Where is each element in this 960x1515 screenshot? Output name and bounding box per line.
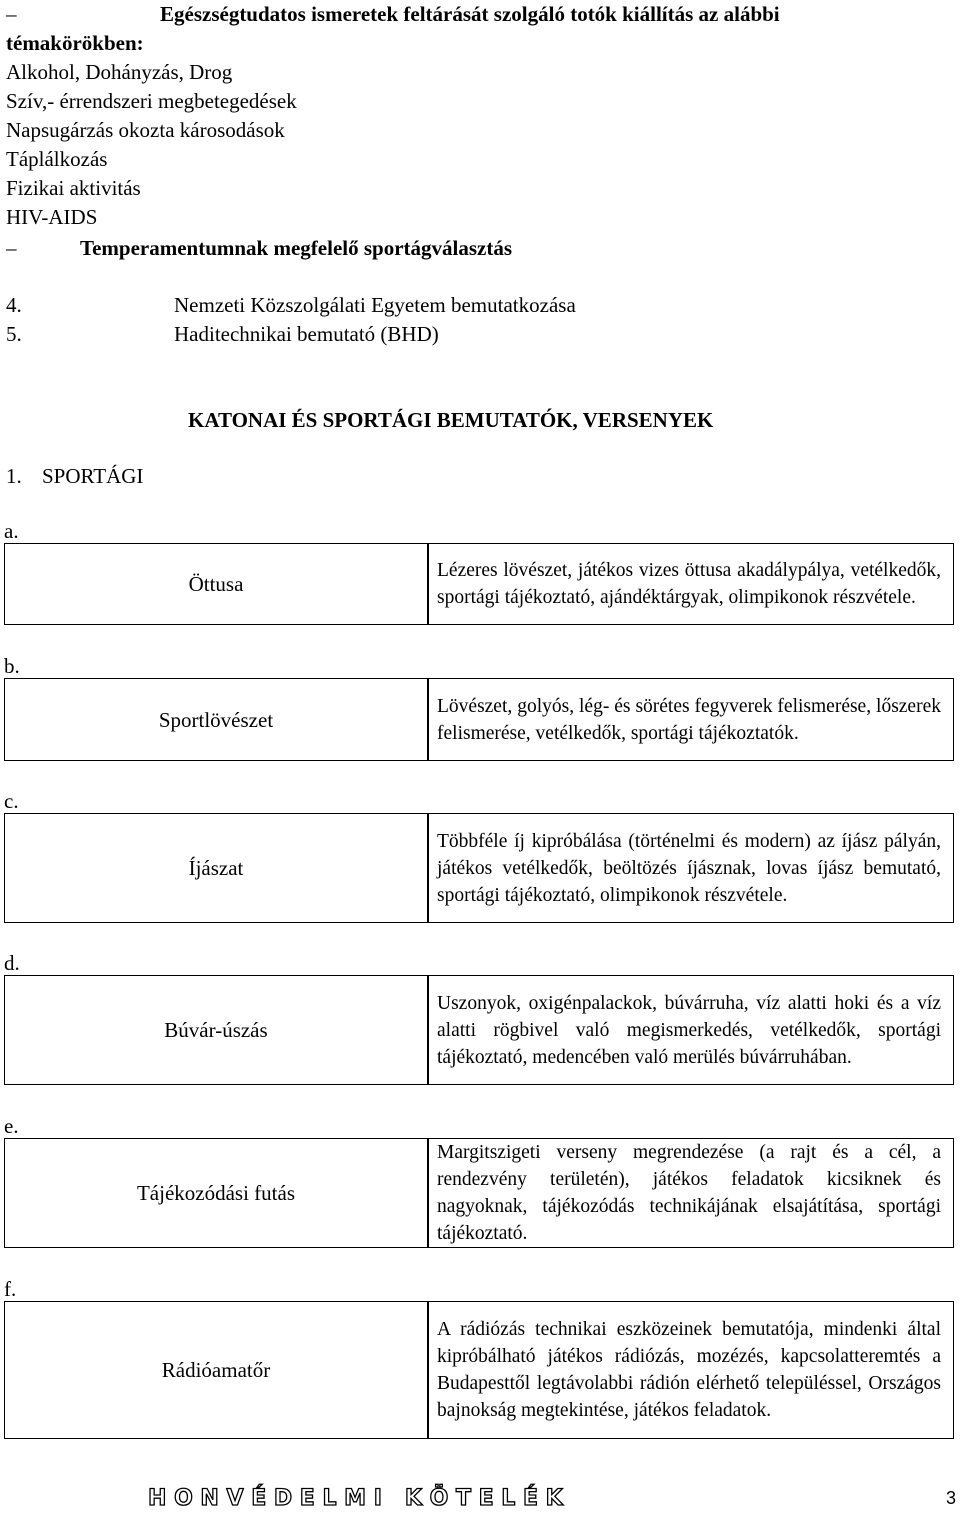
sport-name-cell [4,543,428,625]
sport-name-cell [4,678,428,761]
sport-name: Sportlövészet [158,707,274,732]
dash-bullet: – [6,236,17,260]
section-title: KATONAI ÉS SPORTÁGI BEMUTATÓK, VERSENYEK [188,408,714,432]
sport-description-cell [428,975,954,1085]
sport-description: Lézeres lövészet, játékos vizes öttusa akadálypálya, vetélkedők, sportági tájékoztató, ajándéktárgyak, olimpikonok részvétele. [437,560,941,608]
sport-description: Margitszigeti verseny megrendezése (a rajt és a cél, a rendezvény területén), játékos feladatok kicsiknek és nagyoknak, tájékozódás technikájának elsajátítása, sportági tájékoztató. [437,1142,941,1244]
sport-description-cell [428,1138,954,1248]
sport-section-title: SPORTÁGI [42,464,144,488]
item-letter: e. [4,1114,19,1138]
item-letter: b. [4,654,20,678]
sport-name-cell [4,975,428,1085]
sport-description: A rádiózás technikai eszközeinek bemutatója, mindenki által kipróbálható játékos rádiózás, mozézés, kapcsolatteremtés a Budapesttől legtávolabbi rádión elérhető településsel, Országos bajnokság megtekintése, játékos feladatok. [437,1319,941,1421]
sport-name: Rádióamatőr [161,1358,271,1382]
sport-description: Uszonyok, oxigénpalackok, búvárruha, víz alatti hoki és a víz alatti rögbivel való megismerkedés, vetélkedők, sportági tájékoztató, medencében való merülés búvárruhában. [437,992,941,1068]
item-letter: c. [4,789,19,813]
footer-title: H O N V É D E L M I K Ö T E L É K [148,1486,563,1511]
sport-description: Lövészet, golyós, lég- és sörétes fegyverek felismerése, lőszerek felismerése, vetélkedők, sportági tájékoztatók. [437,695,941,744]
topic-item: HIV-AIDS [6,205,98,229]
sport-name-cell [4,1301,428,1439]
dash-bullet: – [6,2,17,26]
topic-item: Alkohol, Dohányzás, Drog [6,60,233,84]
topic-list [6,58,297,232]
sport-name: Íjászat [188,856,244,880]
sport-section-number: 1. [6,464,22,488]
topic-item: Táplálkozás [6,147,108,171]
sport-description-cell [428,1301,954,1439]
exhibition-heading-line1: Egészségtudatos ismeretek feltárását szolgáló totók kiállítás az alábbi [160,2,780,26]
sport-name: Tájékozódási futás [136,1181,296,1205]
sport-name-cell [4,813,428,923]
sport-name: Öttusa [188,572,244,596]
topic-item: Szív,- érrendszeri megbetegedések [6,89,297,113]
military-tech-demo: Haditechnikai bemutató (BHD) [174,322,439,346]
item-letter: a. [4,519,19,543]
sport-description: Többféle íj kipróbálása (történelmi és modern) az íjász pályán, játékos vetélkedők, beöltözés íjásznak, lovas íjász bemutató, sportági tájékoztató, olimpikonok részvétele. [437,830,941,906]
topic-item: Napsugárzás okozta károsodások [6,118,285,142]
item-number: 4. [6,293,22,317]
item-letter: f. [4,1277,17,1301]
exhibition-heading-line2: témakörökben: [6,31,144,55]
university-presentation: Nemzeti Közszolgálati Egyetem bemutatkozása [174,293,576,317]
page-number: 3 [946,1488,957,1508]
sport-selection-heading: Temperamentumnak megfelelő sportágválasztás [80,236,513,260]
item-letter: d. [4,951,20,975]
topic-item: Fizikai aktivitás [6,176,141,200]
sport-name-cell [4,1138,428,1248]
sport-description-cell [428,543,954,625]
item-number: 5. [6,322,22,346]
sport-name: Búvár-úszás [164,1018,268,1042]
sport-description-cell [428,678,954,761]
sport-description-cell [428,813,954,923]
